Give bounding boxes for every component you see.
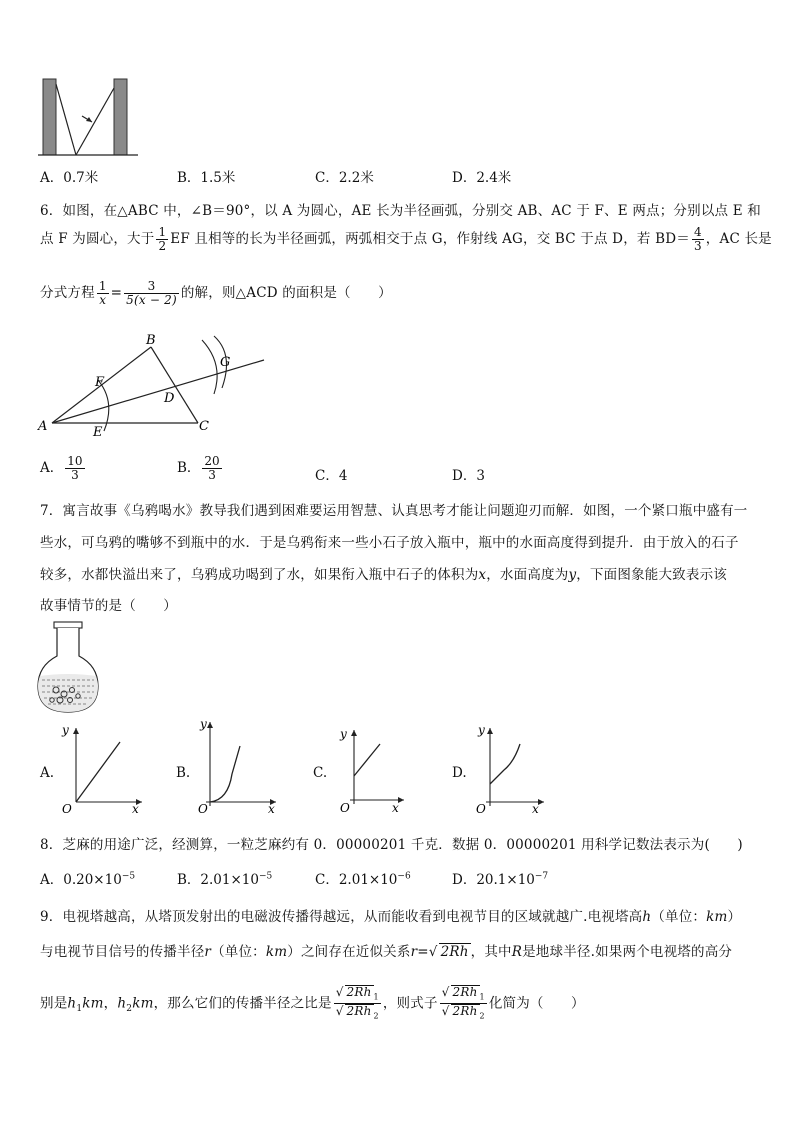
option-letter: B．	[177, 460, 201, 476]
option-letter: A．	[40, 170, 64, 186]
radicand: 2Rh	[452, 1004, 478, 1019]
q6-stem-line1: 6．如图，在△ABC 中，∠B＝90°，以 A 为圆心，AE 长为半径画弧，分别交 AB、AC 于 F、E 两点；分别以点 E 和	[40, 203, 761, 219]
label-g: G	[220, 355, 231, 370]
text: 点 F 为圆心，大于	[40, 231, 155, 247]
radicand: 2Rh	[452, 985, 478, 999]
axis-x-label: x	[132, 802, 139, 814]
q8-option-a[interactable]	[40, 868, 135, 888]
q5-option-c[interactable]	[315, 166, 374, 186]
text: 与电视节目信号的传播半径	[40, 944, 205, 960]
q5-option-a[interactable]	[40, 166, 98, 186]
q6-stem-line2	[40, 226, 772, 253]
var-R: R	[511, 944, 523, 960]
option-letter: B．	[177, 170, 201, 186]
denominator: 5(x − 2)	[126, 293, 177, 307]
text: 的解，则△ACD 的面积是（ ）	[180, 285, 392, 301]
q7-stem-line4: 故事情节的是（ ）	[40, 598, 177, 614]
option-letter: C．	[315, 872, 339, 888]
text: ）之间存在近似关系	[287, 944, 411, 960]
option-letter: B．	[177, 872, 201, 888]
radicand: 2Rh	[440, 944, 469, 960]
subscript: 1	[373, 992, 379, 1002]
denominator: √ 2Rh $_2$	[335, 1004, 379, 1021]
label-d: D	[164, 391, 175, 406]
q9-stem-line1	[40, 905, 741, 925]
text: ，AC 长是	[705, 231, 772, 247]
numerator: √ 2Rh $_1$	[440, 985, 487, 1004]
text: ，水面高度为	[486, 567, 569, 583]
unit-km: km	[706, 909, 728, 925]
text: 分式方程	[40, 285, 95, 301]
denominator: 3	[71, 468, 79, 482]
q7-flask-figure	[34, 620, 104, 716]
formula-r: r	[410, 944, 418, 960]
q7-option-a-graph[interactable]	[58, 722, 148, 814]
unit-km: km	[265, 944, 288, 960]
text: EF 且相等的长为半径画弧，两弧相交于点 G，作射线 AG，交 BC 于点 D，若 BD＝	[170, 231, 690, 247]
ray-ag	[52, 360, 264, 423]
numerator: 3	[124, 280, 179, 294]
q8-option-c[interactable]	[315, 868, 411, 888]
q6-stem-line3	[40, 280, 392, 307]
q8-stem: 8．芝麻的用途广泛，经测算，一粒芝麻约有 0．00000201 千克．数据 0．00000201 用科学记数法表示为( )	[40, 837, 743, 853]
q7-option-b-letter[interactable]: B.	[176, 765, 191, 781]
side-bc	[151, 347, 198, 423]
label-a: A	[38, 419, 48, 434]
unit-km: km	[132, 995, 154, 1012]
q7-stem-line1: 7．寓言故事《乌鸦喝水》教导我们遇到困难要运用智慧、认真思考才能让问题迎刃而解．如图，一个紧口瓶中盛有一	[40, 503, 748, 519]
numerator: 4	[693, 225, 702, 239]
denominator: 2	[158, 239, 167, 253]
label-f: F	[95, 375, 105, 390]
subscript: 2	[373, 1011, 379, 1021]
option-letter: A．	[40, 872, 64, 888]
origin-label: O	[198, 802, 208, 814]
q7-option-b-graph[interactable]	[196, 716, 280, 814]
q8-option-b[interactable]	[177, 868, 272, 888]
option-text: 1.5米	[200, 170, 236, 186]
var-x: x	[478, 567, 487, 583]
text: ）	[727, 909, 742, 925]
sqrt-symbol: √	[428, 944, 438, 960]
radicand: 2Rh	[346, 985, 372, 999]
option-letter: A．	[40, 460, 64, 476]
text: 化简为（ ）	[488, 995, 585, 1012]
q7-stem-line3	[40, 563, 727, 583]
ratio-fraction	[334, 985, 381, 1023]
q6-option-a[interactable]	[40, 455, 87, 482]
subscript: 2	[479, 1011, 485, 1021]
denominator: x	[99, 293, 107, 307]
fraction-half	[156, 226, 168, 253]
origin-label: O	[62, 802, 72, 814]
label-c: C	[199, 419, 209, 434]
option-letter: D．	[452, 872, 477, 888]
var-r: r	[204, 944, 212, 960]
q6-option-b[interactable]	[177, 455, 224, 482]
option-base: 20.1×10	[476, 872, 535, 888]
label-b: B	[146, 333, 156, 348]
numerator: 10	[67, 454, 83, 468]
text: 别是	[40, 995, 68, 1012]
option-text: 2.4米	[476, 170, 512, 186]
option-fraction	[65, 455, 84, 482]
unit-km: km	[82, 995, 104, 1012]
subscript: 1	[479, 992, 485, 1002]
radicand: 2Rh	[346, 1004, 372, 1019]
text: 较多，水都快溢出来了，乌鸦成功喝到了水，如果衔入瓶中石子的体积为	[40, 567, 479, 583]
q7-option-c-letter[interactable]: C.	[313, 765, 328, 781]
denominator: √ 2Rh $_2$	[441, 1004, 485, 1021]
q5-option-b[interactable]	[177, 166, 235, 186]
denominator: 3	[693, 239, 702, 253]
option-letter: D．	[452, 170, 477, 186]
numerator: 1	[98, 279, 107, 293]
option-base: 0.20×10	[63, 872, 122, 888]
text: （单位：	[211, 944, 266, 960]
expression-fraction	[440, 985, 487, 1023]
equals-sign: =	[110, 285, 123, 301]
text: ，则式子	[382, 995, 438, 1012]
axis-y-label: y	[200, 717, 207, 731]
q5-option-d[interactable]	[452, 166, 511, 186]
option-letter: C．	[315, 170, 339, 186]
option-base: 2.01×10	[338, 872, 398, 888]
axis-y-label: y	[478, 723, 485, 737]
option-exponent: −5	[121, 871, 136, 882]
text: ，	[103, 995, 118, 1012]
equation-left-fraction	[97, 280, 109, 307]
var-h2: h	[117, 995, 127, 1012]
fraction-four-thirds	[692, 226, 704, 253]
text: 9．电视塔越高，从塔顶发射出的电磁波传播得越远，从而能收看到电视节目的区域就越广.电视塔高	[40, 909, 643, 925]
label-e: E	[93, 425, 103, 440]
arc-e	[202, 340, 217, 394]
option-fraction	[202, 455, 221, 482]
option-exponent: −6	[397, 871, 411, 882]
numerator: 20	[204, 454, 220, 468]
option-text: 4	[338, 468, 348, 484]
numerator: 1	[158, 225, 167, 239]
axis-x-label: x	[268, 802, 275, 814]
q9-stem-line2	[40, 940, 732, 960]
option-exponent: −5	[258, 871, 273, 882]
var-h: h	[642, 909, 652, 925]
axis-y-label: y	[340, 727, 347, 741]
q7-stem-line2: 些水，可乌鸦的嘴够不到瓶中的水．于是乌鸦衔来一些小石子放入瓶中，瓶中的水面高度得到提升．由于放入的石子	[40, 535, 739, 551]
option-letter: C．	[315, 468, 339, 484]
axis-y-label: y	[62, 723, 69, 737]
text: ，其中	[470, 944, 512, 960]
origin-label: O	[340, 801, 350, 814]
var-h1: h	[67, 995, 77, 1012]
denominator: 3	[208, 468, 216, 482]
q7-option-c-graph[interactable]	[336, 726, 408, 814]
option-text: 2.2米	[338, 170, 374, 186]
subscript: 1	[76, 1004, 83, 1015]
numerator: √ 2Rh $_1$	[334, 985, 381, 1004]
q5-ladder-figure	[38, 76, 142, 158]
option-exponent: −7	[534, 871, 549, 882]
q9-stem-line3	[40, 985, 585, 1023]
equation-right-fraction	[124, 280, 179, 307]
q7-option-d-graph[interactable]	[474, 722, 548, 814]
q7-option-a-letter[interactable]: A.	[40, 765, 55, 781]
q6-option-c[interactable]	[315, 464, 347, 484]
text: 是地球半径.如果两个电视塔的高分	[522, 944, 733, 960]
q6-triangle-figure	[36, 330, 268, 440]
text: ，那么它们的传播半径之比是	[153, 995, 332, 1012]
text: ，下面图象能大致表示该	[576, 567, 727, 583]
option-base: 2.01×10	[200, 872, 259, 888]
option-text: 3	[476, 468, 485, 484]
q8-option-d[interactable]	[452, 868, 548, 888]
q6-option-d[interactable]	[452, 464, 485, 484]
option-text: 0.7米	[63, 170, 99, 186]
subscript: 2	[126, 1004, 133, 1015]
q7-option-d-letter[interactable]: D.	[452, 765, 467, 781]
equals-sign: =	[417, 944, 429, 960]
origin-label: O	[476, 802, 486, 814]
var-y: y	[568, 567, 577, 583]
axis-x-label: x	[532, 802, 539, 814]
option-letter: D．	[452, 468, 477, 484]
text: （单位：	[651, 909, 707, 925]
axis-x-label: x	[392, 801, 399, 814]
